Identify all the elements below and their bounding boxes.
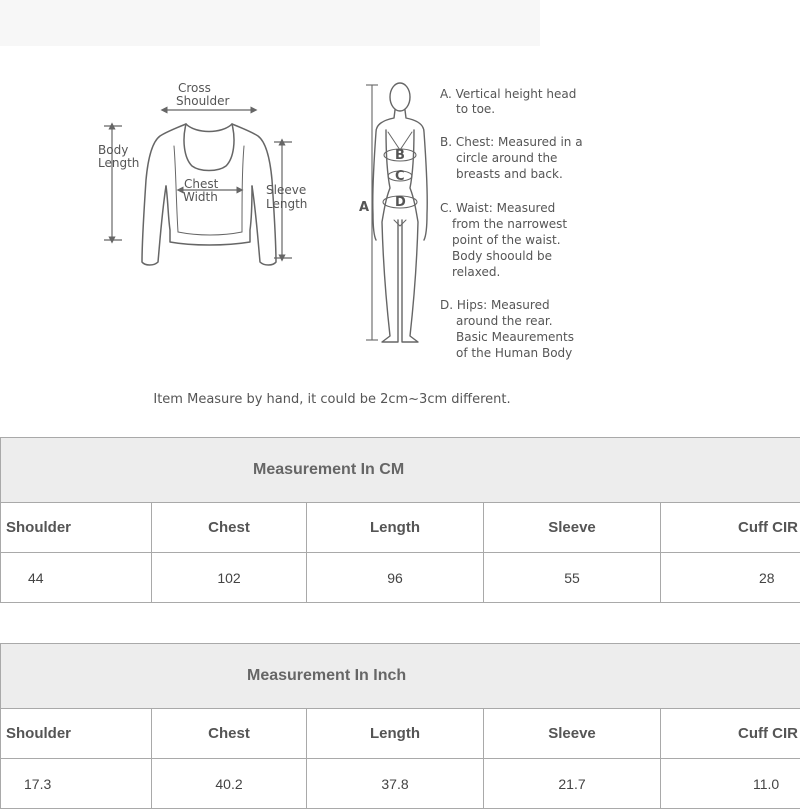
cross-shoulder-label-1: Cross — [178, 81, 211, 95]
cm-value-chest: 102 — [152, 553, 307, 603]
chest-width-label-1: Chest — [184, 177, 219, 191]
cm-header-chest: Chest — [152, 503, 307, 553]
cross-shoulder-label-2: Shoulder — [176, 94, 230, 108]
inch-header-cuff-cir: Cuff CIR — [661, 709, 800, 759]
table-row — [1, 553, 800, 603]
legend-a-line-2: to toe. — [456, 102, 495, 116]
marker-c: C — [395, 169, 405, 184]
inch-header-sleeve: Sleeve — [484, 709, 661, 759]
legend-d-line-3: Basic Meaurements — [456, 330, 574, 344]
marker-d: D — [395, 195, 406, 210]
cm-measurement-table — [0, 437, 800, 603]
chest-width-label-2: Width — [183, 190, 218, 204]
marker-a: A — [359, 200, 369, 215]
inch-header-chest: Chest — [152, 709, 307, 759]
legend-c-line-5: relaxed. — [452, 265, 500, 279]
inch-value-chest: 40.2 — [152, 759, 307, 809]
inch-value-cuff-cir: 11.0 — [661, 759, 800, 809]
legend-b-line-3: breasts and back. — [456, 167, 563, 181]
inch-header-length: Length — [307, 709, 484, 759]
cm-value-cuff-cir: 28 — [661, 553, 800, 603]
measure-note: Item Measure by hand, it could be 2cm~3cm different. — [0, 392, 664, 407]
table-row — [1, 759, 800, 809]
measurement-legend — [440, 87, 583, 360]
cm-value-shoulder: 44 — [1, 553, 152, 603]
legend-c-line-1: C. Waist: Measured — [440, 201, 555, 215]
sleeve-length-label-2: Length — [266, 197, 307, 211]
legend-d-line-4: of the Human Body — [456, 346, 572, 360]
body-length-label-2: Length — [98, 156, 139, 170]
cm-value-sleeve: 55 — [484, 553, 661, 603]
legend-a-line-1: A. Vertical height head — [440, 87, 576, 101]
cm-value-length: 96 — [307, 553, 484, 603]
body-length-label-1: Body — [98, 143, 128, 157]
legend-c-line-4: Body shoould be — [452, 249, 552, 263]
inch-value-sleeve: 21.7 — [484, 759, 661, 809]
inch-table-title: Measurement In Inch — [1, 644, 800, 709]
inch-header-shoulder: Shoulder — [1, 709, 152, 759]
human-body-illustration — [373, 83, 428, 342]
cm-header-shoulder: Shoulder — [1, 503, 152, 553]
cm-header-length: Length — [307, 503, 484, 553]
legend-c-line-2: from the narrowest — [452, 217, 567, 231]
inch-value-shoulder: 17.3 — [1, 759, 152, 809]
sleeve-length-label-1: Sleeve — [266, 183, 306, 197]
legend-c-line-3: point of the waist. — [452, 233, 561, 247]
marker-b: B — [395, 148, 405, 163]
cm-table-title: Measurement In CM — [1, 438, 800, 503]
legend-b-line-1: B. Chest: Measured in a — [440, 135, 583, 149]
legend-d-line-1: D. Hips: Measured — [440, 298, 550, 312]
legend-d-line-2: around the rear. — [456, 314, 553, 328]
inch-value-length: 37.8 — [307, 759, 484, 809]
inch-measurement-table — [0, 643, 800, 809]
cm-header-sleeve: Sleeve — [484, 503, 661, 553]
cm-header-cuff-cir: Cuff CIR — [661, 503, 800, 553]
legend-b-line-2: circle around the — [456, 151, 557, 165]
